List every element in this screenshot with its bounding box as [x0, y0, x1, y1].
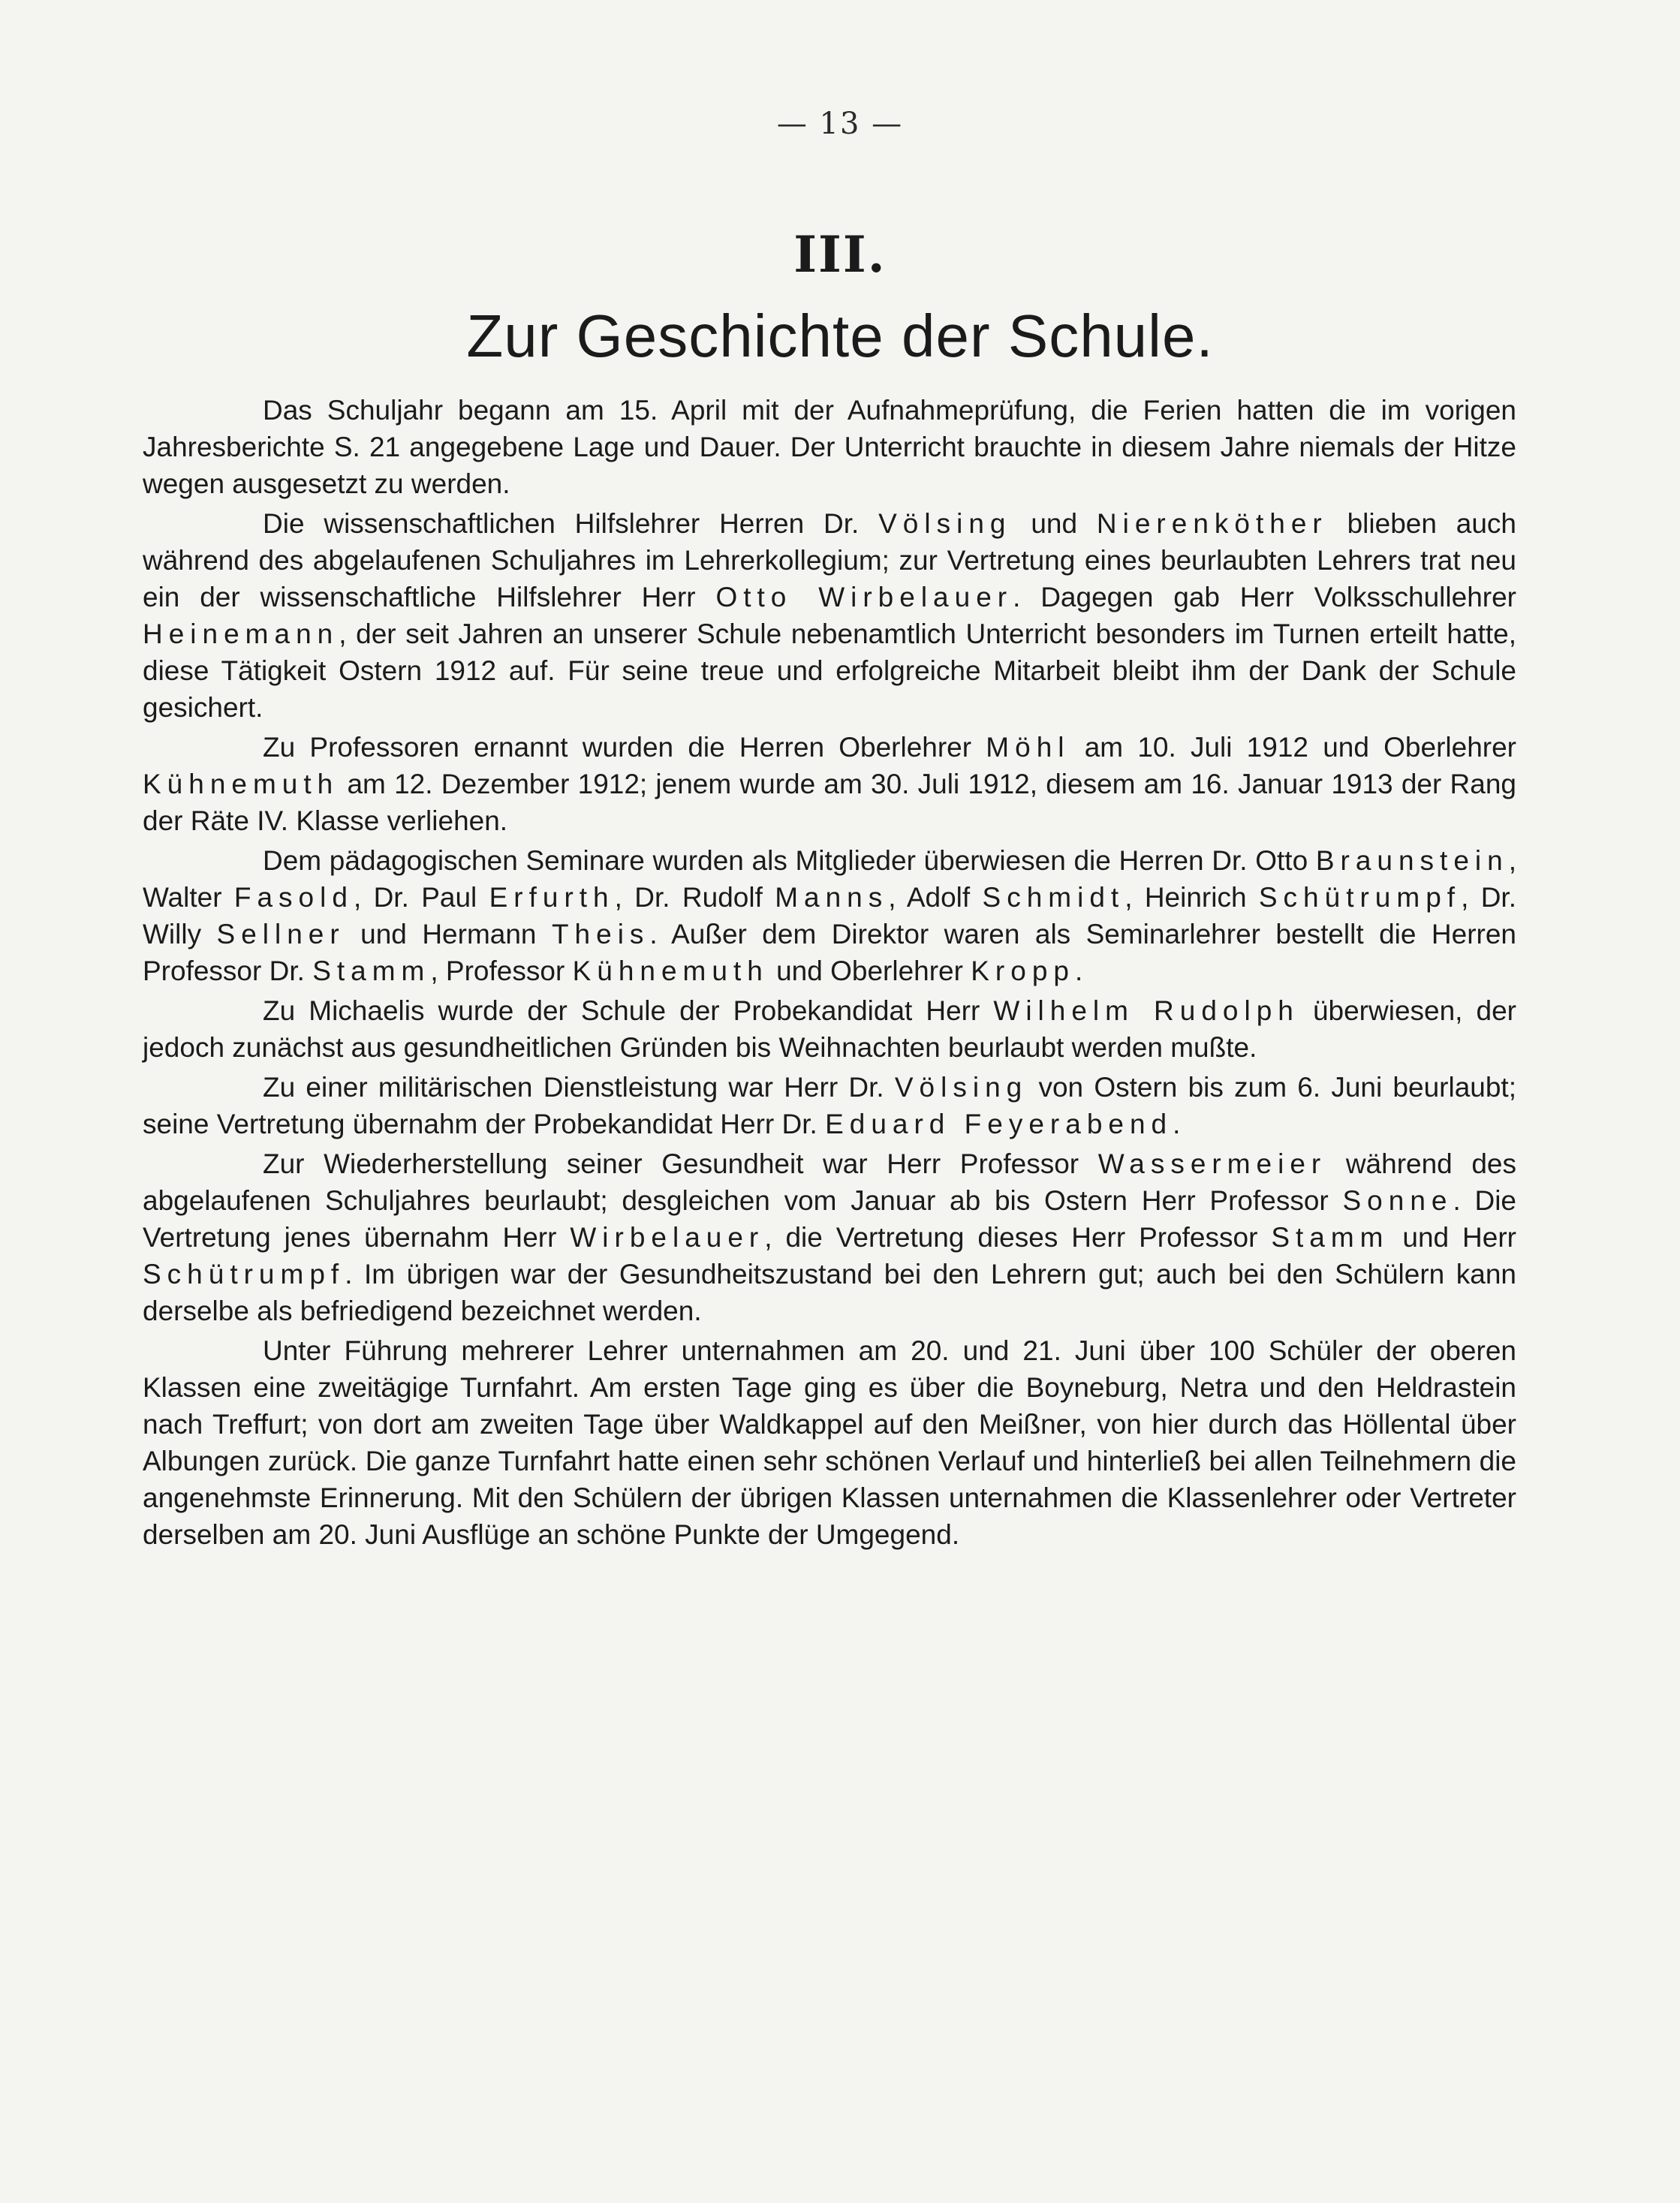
paragraph [143, 1145, 1516, 1329]
text-run: von Ostern bis zum 6. Juni beurlaubt; seine Vertretung übernahm der Probekandidat Herr Dr. [143, 1072, 1516, 1139]
spaced-name: Völsing [894, 1072, 1028, 1103]
text-run: Zu einer militärischen Dienstleistung war Herr Dr. [263, 1072, 895, 1103]
text-run: , Dr. Paul [353, 882, 489, 913]
spaced-name: Erfurth [489, 882, 615, 913]
text-run: und Oberlehrer [768, 956, 971, 986]
spaced-name: Nierenköther [1096, 508, 1328, 539]
spaced-name: Wassermeier [1097, 1148, 1327, 1179]
spaced-name: Braunstein [1315, 845, 1509, 876]
text-run: blieben auch während des abgelaufenen Schuljahres im Lehrerkollegium; zur Vertretung eines beurlaubten Lehrers trat neu ein der wissenschaftliche Hilfslehrer Herr [143, 508, 1516, 612]
spaced-name: Schmidt [982, 882, 1125, 913]
text-run: Das Schuljahr begann am 15. April mit der Aufnahmeprüfung, die Ferien hatten die im vorigen Jahresberichte S. 21 angegebene Lage und Dauer. Der Unterricht brauchte in diesem Jahre niemals der Hitze wegen ausgesetzt zu werden. [143, 395, 1516, 499]
text-run: am 10. Juli 1912 und Oberlehrer [1070, 732, 1516, 763]
paragraph [143, 505, 1516, 726]
paragraph [143, 729, 1516, 839]
text-run: . Außer dem Direktor waren als Seminarlehrer bestellt die Herren Professor Dr. [143, 919, 1516, 986]
spaced-name: Theis [551, 919, 650, 950]
page-number: — 13 — [776, 107, 904, 141]
paragraph [143, 992, 1516, 1066]
text-run: . [1173, 1109, 1181, 1139]
spaced-name: Fasold [233, 882, 354, 913]
text-run: und Hermann [345, 919, 552, 950]
text-run: überwiesen, der jedoch zunächst aus gesundheitlichen Gründen bis Weihnachten beurlaubt werden mußte. [143, 995, 1517, 1063]
spaced-name: Stamm [1271, 1222, 1389, 1253]
text-run: Zu Professoren ernannt wurden die Herren Oberlehrer [263, 732, 986, 763]
text-run: und Herr [1389, 1222, 1516, 1253]
text-run: Unter Führung mehrerer Lehrer unternahmen am 20. und 21. Juni über 100 Schüler der oberen Klassen eine zweitägige Turnfahrt. Am ersten Tage ging es über die Boyneburg, Netra und den Heldrastein nach Treffurt; von dort am zweiten Tage über Waldkappel auf den Meißner, von hier durch das Höllental über Albungen zurück. Die ganze Turnfahrt hatte einen sehr schönen Verlauf und hinterließ bei allen Teilnehmern die angenehmste Erinnerung. Mit den Schülern der übrigen Klassen unternahmen die Klassenlehrer oder Vertreter derselben am 20. Juni Ausflüge an schöne Punkte der Umgegend. [143, 1335, 1516, 1550]
text-run: . Im übrigen war der Gesundheitszustand bei den Lehrern gut; auch bei den Schülern kann derselbe als befriedigend bezeichnet werden. [143, 1259, 1516, 1326]
paragraph [143, 392, 1516, 502]
spaced-name: Möhl [986, 732, 1070, 763]
spaced-name: Stamm [312, 956, 431, 986]
text-run: , Walter [143, 845, 1516, 913]
spaced-name: Wilhelm Rudolph [993, 995, 1299, 1026]
paragraph [143, 842, 1516, 989]
spaced-name: Schütrumpf [143, 1259, 345, 1290]
spaced-name: Sellner [216, 919, 345, 950]
text-run: , der seit Jahren an unserer Schule nebenamtlich Unterricht besonders im Turnen erteilt hatte, diese Tätigkeit Ostern 1912 auf. Für seine treue und erfolgreiche Mitarbeit bleibt ihm der Dank der Schule gesichert. [143, 618, 1516, 723]
spaced-name: Sonne [1342, 1185, 1453, 1216]
spaced-name: Kropp [971, 956, 1075, 986]
spaced-name: Kühnemuth [572, 956, 769, 986]
body-text [143, 392, 1516, 1556]
text-run: Die wissenschaftlichen Hilfslehrer Herren Dr. [263, 508, 879, 539]
section-number: III. [793, 225, 887, 284]
text-run: und [1011, 508, 1097, 539]
spaced-name: Otto Wirbelauer [715, 582, 1013, 612]
text-run: . Dagegen gab Herr Volksschullehrer [1013, 582, 1516, 612]
spaced-name: Kühnemuth [143, 769, 339, 799]
text-run: während des abgelaufenen Schuljahres beurlaubt; desgleichen vom Januar ab bis Ostern Herr Professor [143, 1148, 1516, 1216]
section-title: Zur Geschichte der Schule. [466, 302, 1214, 369]
text-run: , Dr. Willy [143, 882, 1516, 950]
spaced-name: Eduard Feyerabend [825, 1109, 1173, 1139]
text-run: am 12. Dezember 1912; jenem wurde am 30. Juli 1912, diesem am 16. Januar 1913 der Rang der Räte IV. Klasse verliehen. [143, 769, 1516, 836]
text-run: , Adolf [888, 882, 983, 913]
text-run: , die Vertretung dieses Herr Professor [764, 1222, 1272, 1253]
paragraph [143, 1332, 1516, 1553]
text-run: Dem pädagogischen Seminare wurden als Mitglieder überwiesen die Herren Dr. Otto [263, 845, 1316, 876]
text-run: . Die Vertretung jenes übernahm Herr [143, 1185, 1517, 1253]
text-run: Zu Michaelis wurde der Schule der Probekandidat Herr [263, 995, 994, 1026]
text-run: , Professor [430, 956, 573, 986]
paragraph [143, 1069, 1516, 1142]
spaced-name: Heinemann [143, 618, 339, 649]
spaced-name: Völsing [878, 508, 1012, 539]
text-run: , Heinrich [1125, 882, 1259, 913]
text-run: Zur Wiederherstellung seiner Gesundheit war Herr Professor [263, 1148, 1098, 1179]
spaced-name: Manns [775, 882, 889, 913]
text-run: , Dr. Rudolf [614, 882, 775, 913]
spaced-name: Wirbelauer [570, 1222, 765, 1253]
spaced-name: Schütrumpf [1258, 882, 1462, 913]
text-run: . [1074, 956, 1083, 986]
